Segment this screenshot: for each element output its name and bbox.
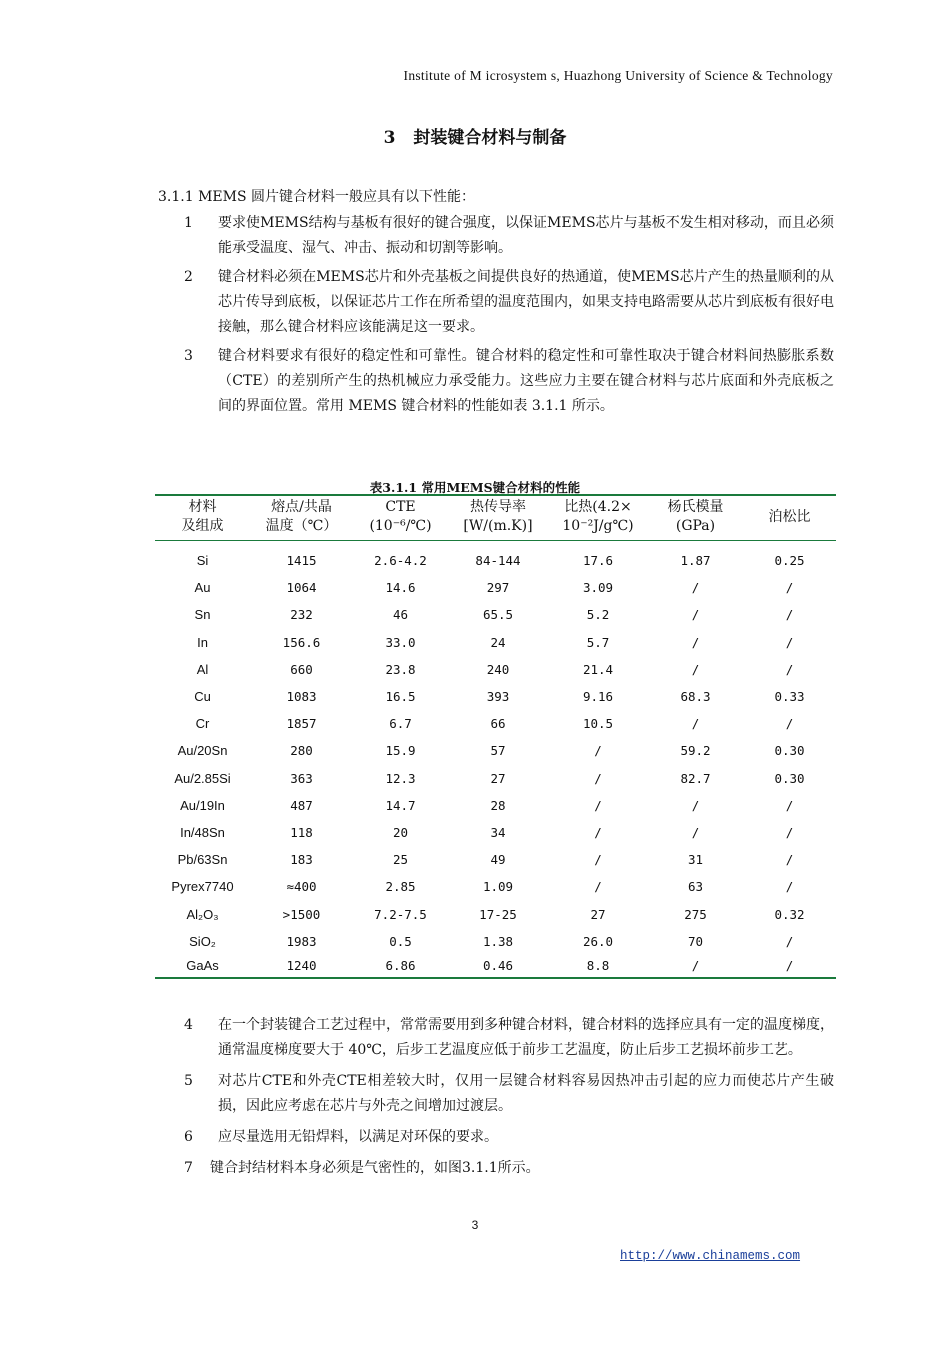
table-row (155, 710, 836, 737)
table-row (155, 792, 836, 819)
item-text: 对芯片CTE和外壳CTE相差较大时，仅用一层键合材料容易因热冲击引起的应力而使芯片产生破损，因此应考虑在芯片与外壳之间增加过渡层。 (218, 1073, 834, 1114)
column-header (648, 495, 743, 541)
table-cell: / (785, 716, 794, 732)
table-cell: 46 (392, 607, 409, 623)
item-text: 键合封结材料本身必须是气密性的，如图3.1.1所示。 (210, 1160, 540, 1176)
table-cell: 1.38 (482, 933, 514, 949)
item-text: 键合材料要求有很好的稳定性和可靠性。键合材料的稳定性和可靠性取决于键合材料间热膨胀系数（CTE）的差别所产生的热机械应力承受能力。这些应力主要在键合材料与芯片底面和外壳底板之间的界面位置。常用 MEMS 键合材料的性能如表 3.1.1 所示。 (218, 348, 834, 414)
table-cell: In/48Sn (180, 824, 225, 840)
table-cell: 5.2 (586, 607, 610, 623)
table-cell: GaAs (155, 955, 250, 978)
table-cell: / (785, 607, 794, 623)
column-header (448, 495, 548, 541)
table-cell: 660 (290, 661, 313, 677)
column-header-line: 比热(4.2× (564, 499, 632, 515)
table-row (155, 629, 836, 656)
table-row (155, 541, 836, 575)
table-cell: 1240 (250, 955, 353, 978)
list-item (184, 344, 834, 419)
chapter-title (0, 123, 950, 148)
table-row (155, 737, 836, 764)
table-cell: SiO₂ (189, 933, 216, 949)
table-cell: In (197, 634, 208, 650)
table-cell: / (785, 852, 794, 868)
list-item (184, 1069, 834, 1119)
table-cell: 183 (290, 852, 313, 868)
table-cell: / (743, 955, 836, 978)
table-cell: / (594, 852, 602, 868)
table-cell: 1983 (286, 933, 317, 949)
table-cell: Au/20Sn (177, 743, 228, 759)
list-item (184, 211, 834, 261)
table-cell: 1857 (286, 716, 317, 732)
table-cell: / (594, 824, 602, 840)
table-cell: 24 (490, 634, 506, 650)
item-number: 3 (184, 348, 193, 364)
table-cell: 14.7 (385, 797, 416, 813)
list-item (184, 265, 834, 340)
table-cell: / (691, 797, 700, 813)
column-header (155, 495, 250, 541)
column-header-line: 材料 (188, 499, 217, 515)
item-number: 4 (184, 1017, 193, 1033)
column-header (250, 495, 353, 541)
table-cell: 1415 (286, 553, 317, 569)
item-text: 在一个封装键合工艺过程中，常常需要用到多种键合材料，键合材料的选择应具有一定的温度梯度，通常温度梯度要大于 40℃，后步工艺温度应低于前步工艺温度，防止后步工艺损坏前步工艺。 (218, 1017, 834, 1058)
table-cell: 6.7 (389, 716, 412, 732)
table-cell: 0.5 (389, 933, 412, 949)
table-cell: / (594, 770, 602, 786)
table-cell: / (785, 661, 794, 677)
table-cell: >1500 (282, 906, 321, 922)
table-cell: 26.0 (582, 933, 614, 949)
table-body (155, 541, 836, 978)
item-number: 5 (184, 1073, 193, 1089)
table-cell: 232 (290, 607, 313, 623)
table-cell: 1083 (286, 689, 317, 705)
table-cell: 487 (290, 797, 313, 813)
table-cell: 280 (290, 743, 313, 759)
table-cell: 6.86 (353, 955, 448, 978)
table-row (155, 765, 836, 792)
table-cell: 34 (490, 824, 506, 840)
table-cell: 65.5 (482, 607, 514, 623)
table-cell: Sn (194, 607, 211, 623)
item-number: 1 (184, 215, 193, 231)
table-cell: / (785, 634, 794, 650)
table-row (155, 928, 836, 955)
footer-link-text[interactable]: http://www.chinamems.com (620, 1249, 801, 1263)
table-cell: 0.30 (774, 743, 805, 759)
table-cell: 2.6-4.2 (374, 553, 427, 569)
table-cell: 20 (392, 824, 409, 840)
table-cell: Pyrex7740 (171, 879, 234, 895)
table-cell: 57 (490, 743, 506, 759)
table-cell: 23.8 (385, 661, 416, 677)
table-cell: Au/2.85Si (174, 770, 231, 786)
table-row (155, 601, 836, 628)
materials-table (155, 494, 836, 979)
table-cell: Al₂O₃ (186, 906, 219, 922)
table-cell: 25 (392, 852, 409, 868)
page-number: 3 (471, 1218, 479, 1232)
list-item (184, 1013, 834, 1063)
item-text: 要求使MEMS结构与基板有很好的键合强度，以保证MEMS芯片与基板不发生相对移动，而且必须能承受温度、湿气、冲击、振动和切割等影响。 (218, 215, 834, 256)
table-cell: / (785, 580, 794, 596)
table-cell: 5.7 (586, 634, 610, 650)
table-cell: / (691, 661, 700, 677)
table-cell: 1.09 (482, 879, 514, 895)
table-cell: 63 (687, 879, 704, 895)
table-cell: 118 (290, 824, 313, 840)
table-row (155, 683, 836, 710)
table-cell: 27 (590, 906, 606, 922)
table-row (155, 656, 836, 683)
table-cell: Au (194, 580, 211, 596)
item-number: 7 (184, 1160, 193, 1176)
table-cell: 10.5 (582, 716, 614, 732)
table-cell: 1064 (286, 580, 317, 596)
table-cell: 14.6 (385, 580, 416, 596)
table-cell: 70 (687, 933, 704, 949)
requirements-list-a (184, 211, 834, 423)
item-text: 应尽量选用无铅焊料，以满足对环保的要求。 (218, 1129, 498, 1145)
section-heading: 3.1.1 MEMS 圆片键合材料一般应具有以下性能： (158, 189, 476, 205)
table-cell: Al (196, 661, 209, 677)
table-row (155, 574, 836, 601)
table-cell: 68.3 (680, 689, 711, 705)
table-cell: 8.8 (548, 955, 648, 978)
table-cell: / (594, 797, 602, 813)
table-cell: 0.25 (774, 553, 805, 569)
table-cell: 1.87 (680, 553, 711, 569)
table-cell: 9.16 (582, 689, 614, 705)
column-header (353, 495, 448, 541)
list-item (184, 1125, 834, 1150)
table-cell: / (594, 879, 602, 895)
column-header (743, 495, 836, 541)
table-row (155, 955, 836, 978)
table-cell: 21.4 (582, 661, 614, 677)
table-cell: Si (196, 553, 209, 569)
table-caption: 表3.1.1 常用MEMS键合材料的性能 (369, 480, 581, 495)
item-text: 键合材料必须在MEMS芯片和外壳基板之间提供良好的热通道，使MEMS芯片产生的热量顺利的从芯片传导到底板，以保证芯片工作在所希望的温度范围内，如果支持电路需要从芯片到底板有很好电接触，那么键合材料应该能满足这一要求。 (218, 269, 834, 335)
table-cell: 0.30 (774, 770, 805, 786)
table-cell: Pb/63Sn (177, 852, 228, 868)
table-cell: Cr (195, 716, 210, 732)
table-cell: 275 (684, 906, 707, 922)
table-cell: 297 (486, 580, 510, 596)
item-number: 6 (184, 1129, 193, 1145)
table-cell: 66 (490, 716, 506, 732)
column-header-line: (10⁻⁶/℃) (369, 518, 432, 534)
table-cell: 12.3 (385, 770, 416, 786)
table-cell: Au/19In (180, 797, 225, 813)
table-cell: 3.09 (582, 580, 614, 596)
table-cell: 31 (687, 852, 704, 868)
column-header-line: 10⁻²J/g℃) (562, 518, 634, 534)
chapter-title-text: 封装键合材料与制备 (413, 128, 567, 148)
table-row (155, 873, 836, 900)
chapter-number: 3 (383, 128, 396, 148)
table-cell: 82.7 (680, 770, 711, 786)
footer-link[interactable] (620, 1249, 800, 1263)
page-header: Institute of M icrosystem s, Huazhong University of Science & Technology (403, 68, 833, 83)
column-header-line: [W/(m.K)] (463, 518, 533, 534)
table-cell: / (785, 824, 794, 840)
table-cell: / (785, 879, 794, 895)
table-cell: 27 (490, 770, 506, 786)
requirements-list-b (184, 1013, 834, 1187)
column-header-line: (GPa) (675, 518, 716, 534)
table-cell: 15.9 (385, 743, 416, 759)
table-cell: 0.46 (448, 955, 548, 978)
column-header-line: 熔点/共晶 (271, 499, 332, 515)
table-cell: / (785, 933, 794, 949)
table-cell: 33.0 (385, 634, 416, 650)
table-cell: 0.32 (774, 906, 805, 922)
table-cell: / (691, 716, 700, 732)
table-cell: 17-25 (479, 906, 517, 922)
table-cell: / (691, 634, 700, 650)
list-item (184, 1156, 834, 1181)
table-row (155, 819, 836, 846)
table-cell: 393 (486, 689, 510, 705)
table-cell: / (594, 743, 602, 759)
table-cell: ≈400 (286, 879, 317, 895)
column-header-line: 泊松比 (768, 508, 811, 525)
table-row (155, 900, 836, 927)
table-cell: / (691, 607, 700, 623)
table-header-row (155, 495, 836, 541)
table-cell: 59.2 (680, 743, 711, 759)
table-row (155, 846, 836, 873)
column-header-line: 杨氏模量 (667, 499, 724, 515)
table-cell: 28 (490, 797, 506, 813)
column-header-line: 热传导率 (470, 499, 526, 515)
table-cell: / (691, 824, 700, 840)
column-header-line: 及组成 (181, 518, 224, 534)
table-cell: Cu (194, 689, 211, 705)
table-cell: / (648, 955, 743, 978)
table-cell: 240 (486, 661, 510, 677)
column-header (548, 495, 648, 541)
item-number: 2 (184, 269, 193, 285)
column-header-line: 温度（℃） (265, 518, 338, 534)
table-cell: 7.2-7.5 (374, 906, 427, 922)
table-cell: / (785, 797, 794, 813)
table-cell: 156.6 (282, 634, 321, 650)
table-cell: 0.33 (774, 689, 805, 705)
table-cell: 84-144 (475, 553, 521, 569)
table-cell: 49 (490, 852, 506, 868)
table-cell: 363 (290, 770, 313, 786)
table-cell: 16.5 (385, 689, 416, 705)
table-cell: 2.85 (385, 879, 416, 895)
table-cell: / (691, 580, 700, 596)
column-header-line: CTE (385, 499, 416, 515)
table-cell: 17.6 (582, 553, 614, 569)
